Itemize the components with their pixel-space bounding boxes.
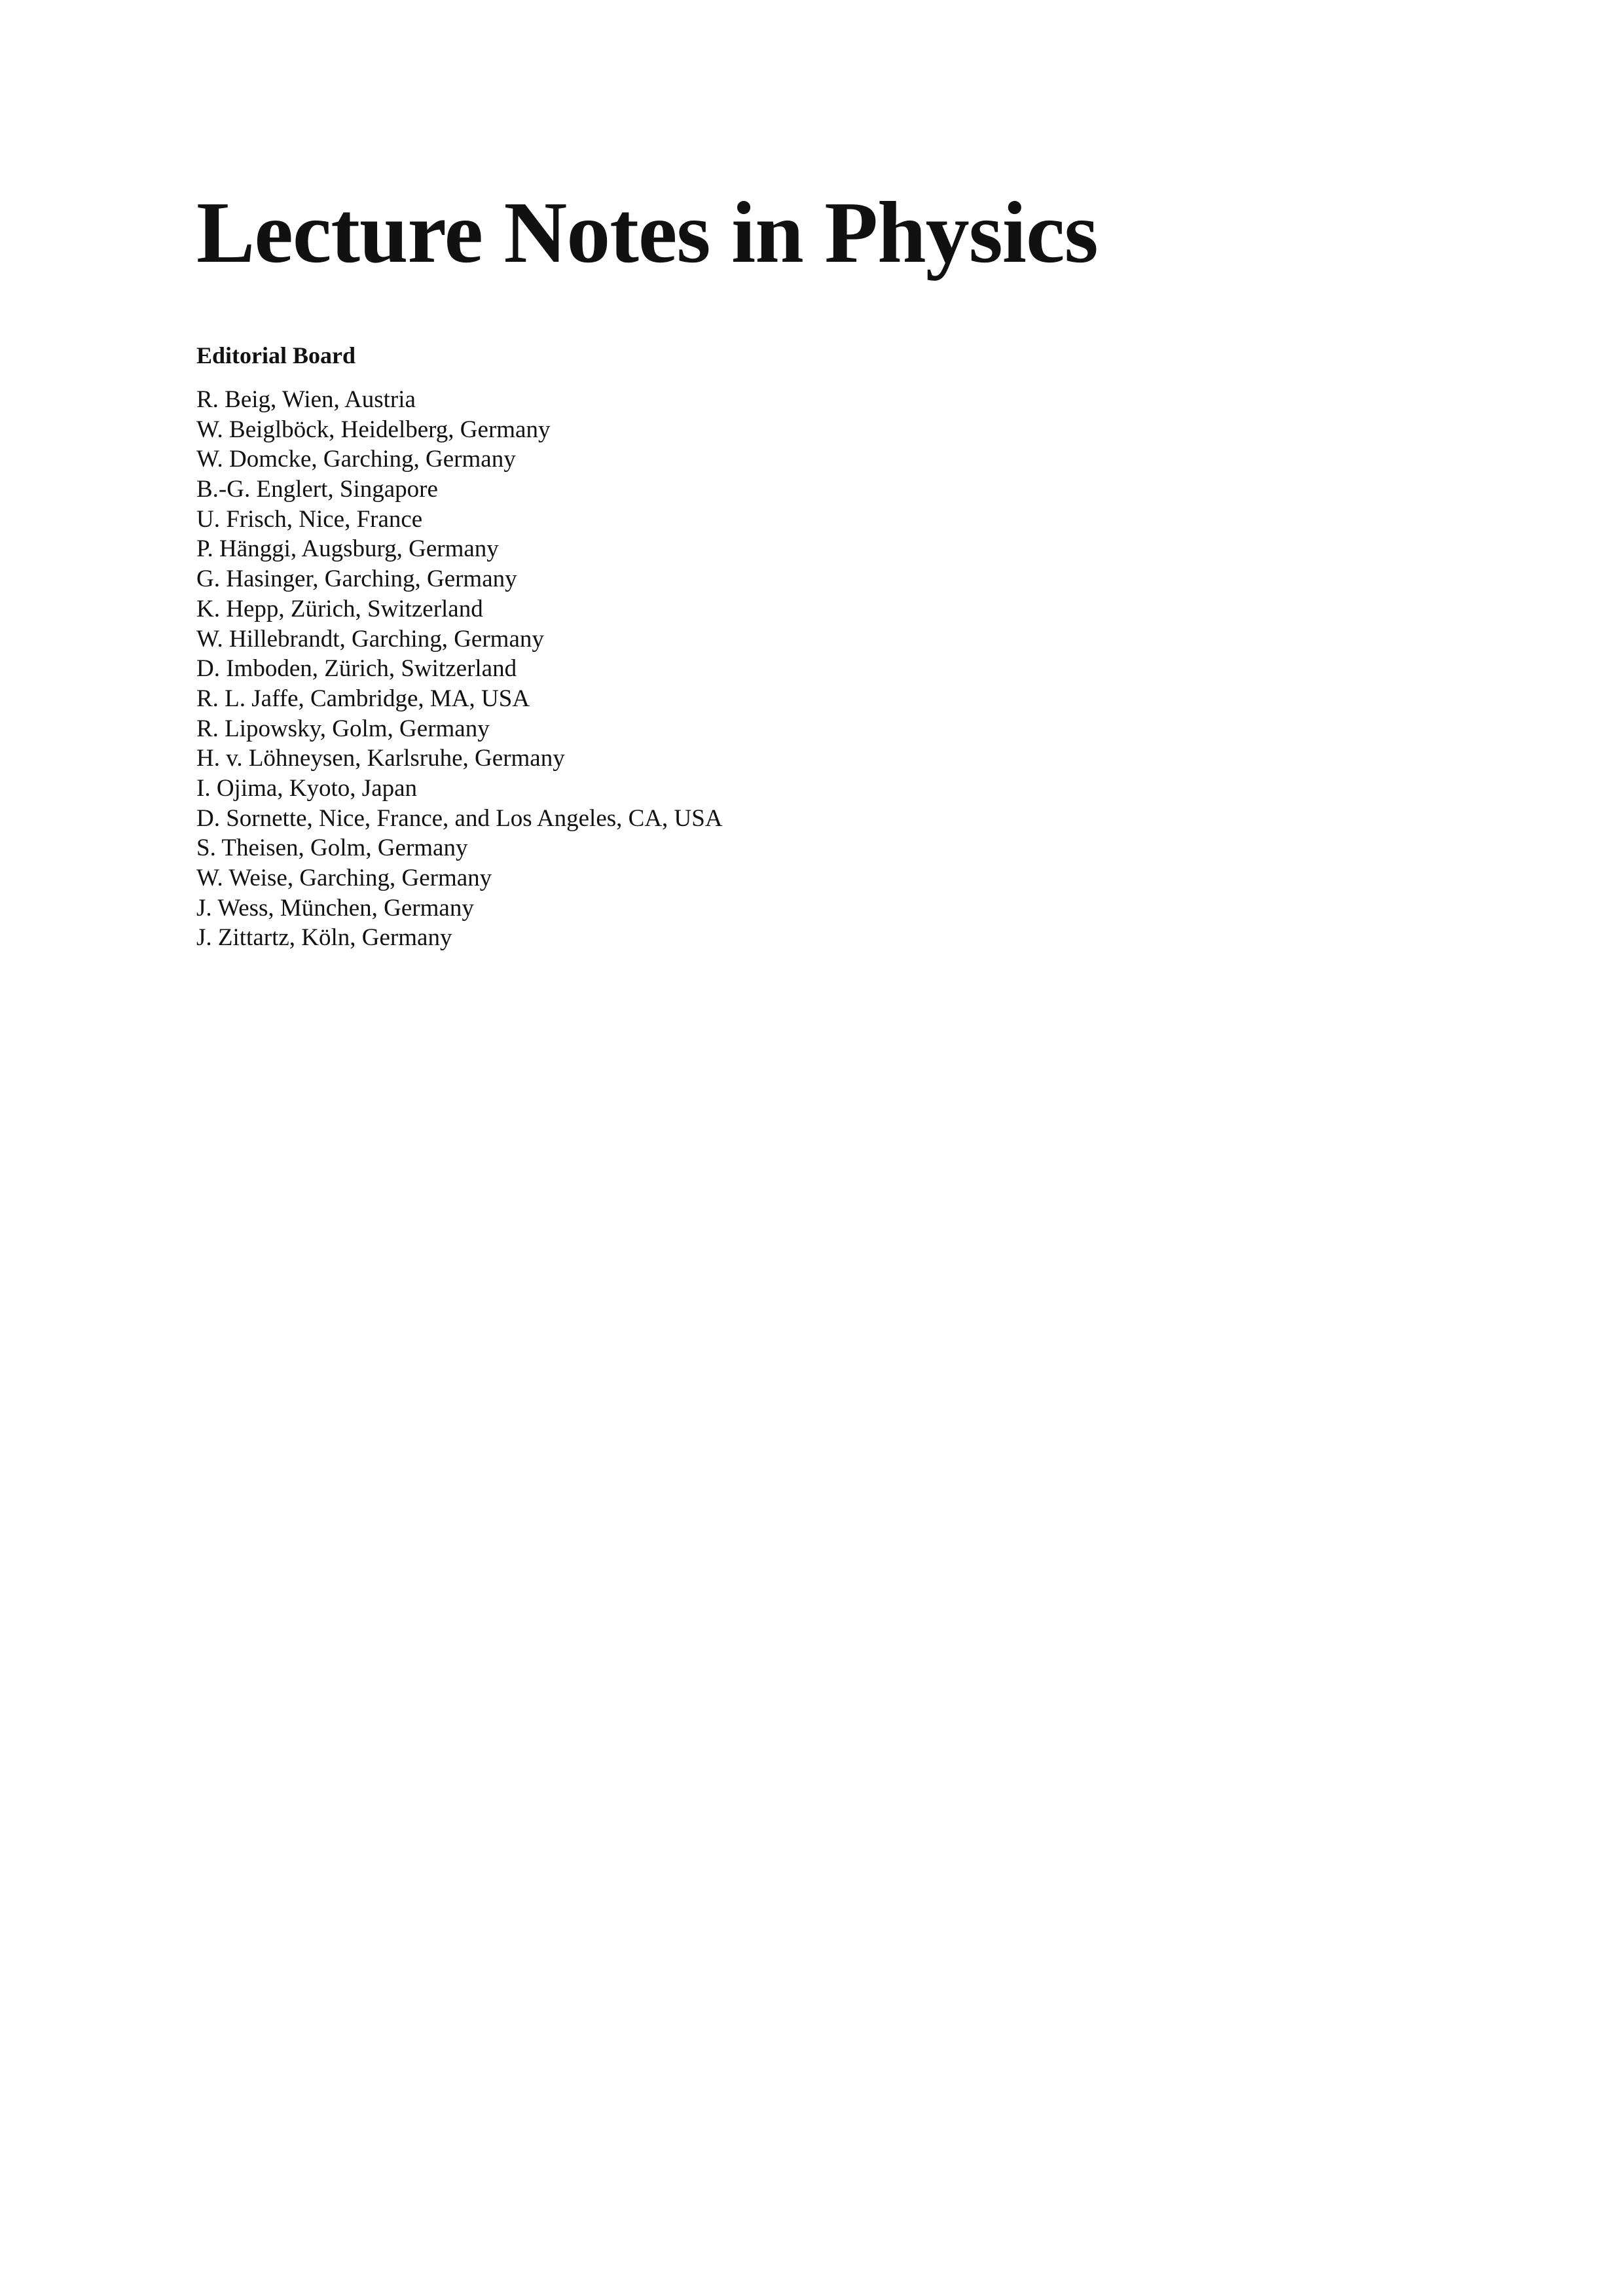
series-title: Lecture Notes in Physics [196,184,1098,281]
board-member: J. Zittartz, Köln, Germany [196,924,452,952]
board-member: H. v. Löhneysen, Karlsruhe, Germany [196,745,565,772]
board-member: W. Beiglböck, Heidelberg, Germany [196,416,551,443]
board-member: W. Hillebrandt, Garching, Germany [196,625,544,653]
board-member: W. Domcke, Garching, Germany [196,446,516,473]
board-member: G. Hasinger, Garching, Germany [196,565,517,593]
board-member: B.-G. Englert, Singapore [196,476,438,503]
board-member: J. Wess, München, Germany [196,894,474,922]
board-member: R. Lipowsky, Golm, Germany [196,715,490,742]
board-member: P. Hänggi, Augsburg, Germany [196,535,499,563]
board-member: K. Hepp, Zürich, Switzerland [196,595,483,622]
board-member: D. Imboden, Zürich, Switzerland [196,655,517,683]
board-member: S. Theisen, Golm, Germany [196,834,468,862]
editorial-board-list [196,385,723,953]
board-member: W. Weise, Garching, Germany [196,865,492,891]
board-member: R. L. Jaffe, Cambridge, MA, USA [196,685,530,712]
board-member: I. Ojima, Kyoto, Japan [196,774,418,802]
editorial-board-heading: Editorial Board [196,342,356,368]
board-member: D. Sornette, Nice, France, and Los Angeles, CA, USA [196,804,723,832]
board-member: U. Frisch, Nice, France [196,505,423,533]
board-member: R. Beig, Wien, Austria [196,386,416,413]
